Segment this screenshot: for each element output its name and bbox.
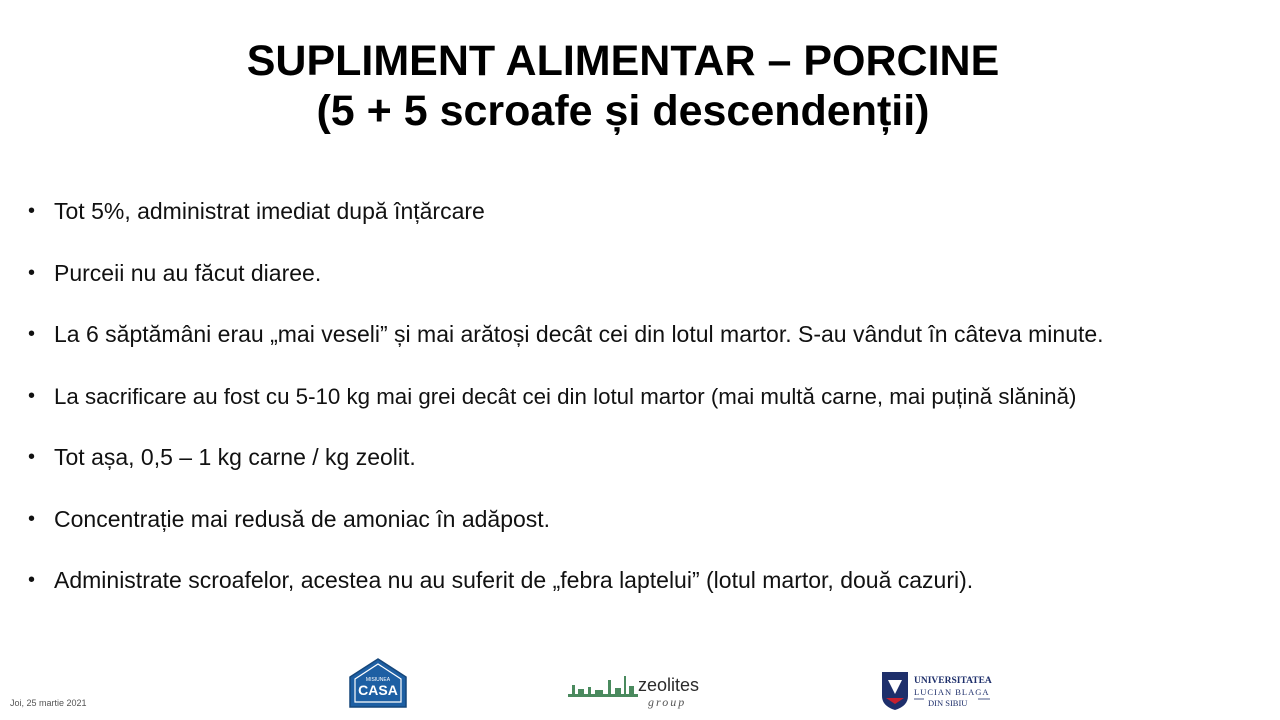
title-line-2: (5 + 5 scroafe și descendenții) [316, 87, 930, 135]
misiunea-casa-logo [348, 657, 408, 709]
bullet-text: La 6 săptămâni erau „mai veseli” și mai arătoși decât cei din lotul martor. S-au vândut în câteva minute. [54, 321, 1104, 347]
bullet-text: Concentrație mai redusă de amoniac în adăpost. [54, 505, 551, 532]
casa-logo-line2: CASA [358, 682, 398, 698]
bullet-text: La sacrificare au fost cu 5-10 kg mai grei decât cei din lotul martor (mai multă carne, mai puțină slănină) [54, 383, 1077, 409]
ulbs-shield-icon [882, 672, 908, 710]
bullet-text: Tot așa, 0,5 – 1 kg carne / kg zeolit. [54, 444, 416, 470]
bullet-text: Administrate scroafelor, acestea nu au suferit de „febra laptelui” (lotul martor, două cazuri). [54, 567, 974, 593]
ulbs-logo-line3: DIN SIBIU [928, 698, 968, 708]
bullet-text: Tot 5%, administrat imediat după înțărcare [54, 198, 485, 224]
bullet-dot: • [28, 200, 36, 222]
bullet-list [28, 192, 1278, 623]
bullet-dot: • [28, 569, 36, 591]
bullet-item [28, 377, 1278, 439]
factory-skyline-icon [568, 676, 638, 697]
bullet-item [28, 254, 1278, 316]
zeolites-group-logo [566, 668, 716, 710]
zeolites-logo-line1: zeolites [638, 675, 700, 695]
casa-logo-line1: MISIUNEA [365, 677, 391, 683]
ulbs-logo-line1: UNIVERSITATEA [914, 676, 992, 686]
bullet-item [28, 192, 1278, 254]
bullet-item [28, 561, 1278, 623]
bullet-dot: • [28, 323, 36, 345]
ulbs-logo [880, 670, 1010, 712]
bullet-dot: • [28, 446, 36, 468]
ulbs-logo-line2: LUCIAN BLAGA [914, 687, 990, 697]
bullet-item [28, 438, 1278, 500]
bullet-dot: • [28, 384, 36, 407]
slide-title [0, 36, 1246, 136]
zeolites-logo-line2: group [648, 695, 687, 709]
bullet-dot: • [28, 507, 36, 530]
bullet-item [28, 500, 1278, 562]
title-line-1: SUPLIMENT ALIMENTAR – PORCINE [246, 37, 1000, 85]
slide-date: Joi, 25 martie 2021 [10, 698, 87, 708]
bullet-item [28, 315, 1278, 377]
bullet-text: Purceii nu au făcut diaree. [54, 259, 322, 286]
bullet-dot: • [28, 261, 36, 284]
